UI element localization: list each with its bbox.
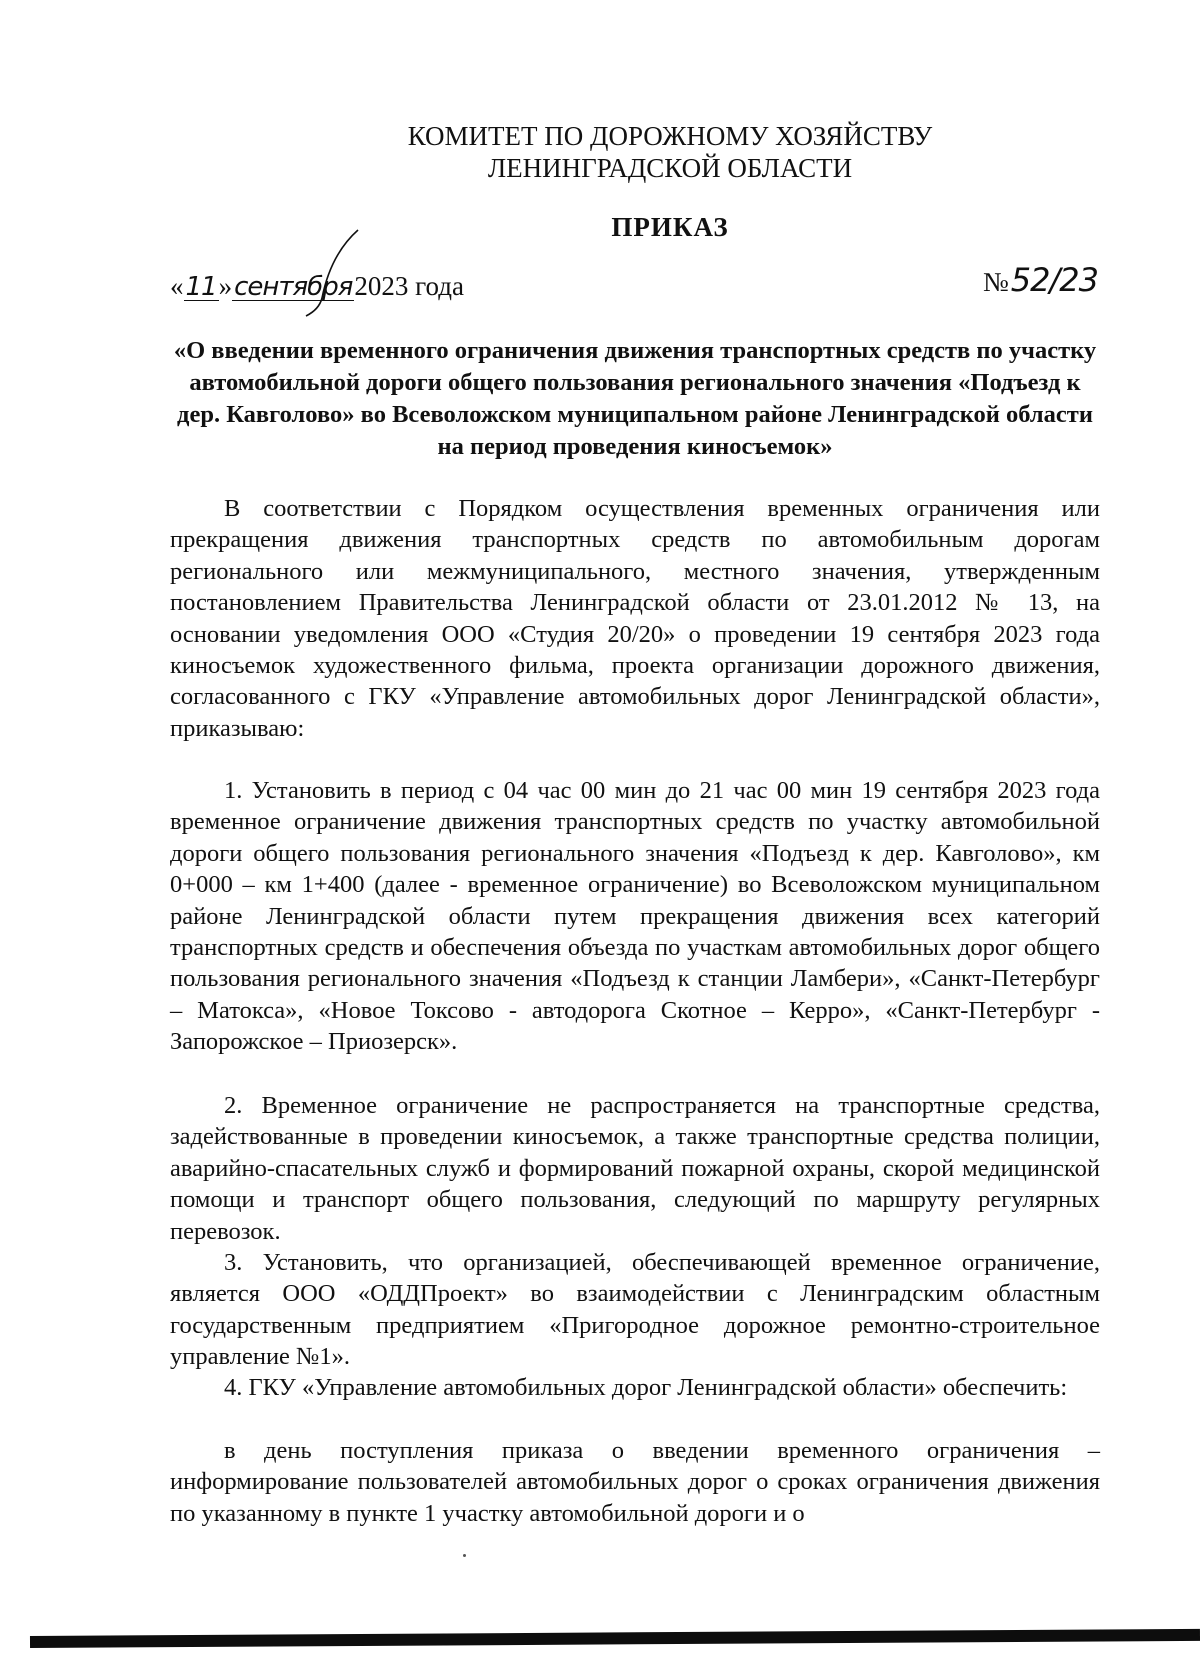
number-prefix: № bbox=[983, 267, 1009, 297]
date-month-handwritten: сентября bbox=[234, 272, 353, 302]
document-type-heading: ПРИКАЗ bbox=[611, 212, 729, 242]
scan-speck bbox=[463, 1554, 466, 1557]
date-suffix: 023 года bbox=[367, 271, 464, 301]
date-close-quote: » bbox=[218, 271, 233, 301]
organization-name-line2: ЛЕНИНГРАДСКОЙ ОБЛАСТИ bbox=[487, 153, 853, 183]
clause-4: 4. ГКУ «Управление автомобильных дорог Ленинградской области» обеспечить: bbox=[224, 1374, 1068, 1401]
order-date bbox=[170, 270, 464, 302]
preamble-paragraph: В соответствии с Порядком осуществления временных ограничения или прекращения движения транспортных средств по автомобильным дорогам регионального или межмуниципального, местного значения, утвержденным постановлением Правительства Ленинградской области от 23.01.2012 № 13, на основании уведомления ООО «Студия 20/20» о проведении 19 сентября 2023 года киносъемок художественного фильма, проекта организации дорожного движения, согласованного с ГКУ «Управление автомобильных дорог Ленинградской области», приказываю: bbox=[170, 495, 1100, 742]
order-number bbox=[983, 261, 1100, 299]
date-year-prefix: 2 bbox=[354, 271, 368, 301]
date-open-quote: « bbox=[170, 271, 184, 301]
clause-2: 2. Временное ограничение не распространяется на транспортные средства, задействованные в проведении киносъемок, а также транспортные средства полиции, аварийно-спасательных служб и формирований пожарной охраны, скорой медицинской помощи и транспорт общего пользования, следующий по маршруту регулярных перевозок. bbox=[170, 1092, 1100, 1245]
scan-edge-bar bbox=[30, 1629, 1200, 1648]
number-handwritten: 52/23 bbox=[1010, 261, 1098, 299]
clause-1: 1. Установить в период с 04 час 00 мин до 21 час 00 мин 19 сентября 2023 года временное ограничение движения транспортных средств по участку автомобильной дороги общего пользования регионального значения «Подъезд к дер. Кавголово», км 0+000 – км 1+400 (далее - временное ограничение) во Всеволожском муниципальном районе Ленинградской области путем прекращения движения всех категорий транспортных средств и обеспечения объезда по участкам автомобильных дорог общего пользования регионального значения «Подъезд к станции Ламбери», «Санкт-Петербург – Матокса», «Новое Токсово - автодорога Скотное – Керро», «Санкт-Петербург - Запорожское – Приозерск». bbox=[170, 777, 1100, 1056]
order-title: «О введении временного ограничения движения транспортных средств по участку автомобильной дороги общего пользования регионального значения «Подъезд к дер. Кавголово» во Всеволожском муниципальном районе Ленинградской области на период проведения киносъемок» bbox=[173, 337, 1097, 460]
clause-3: 3. Установить, что организацией, обеспечивающей временное ограничение, является ООО «ОДДПроект» во взаимодействии с Ленинградским областным государственным предприятием «Пригородное дорожное ремонтно-строительное управление №1». bbox=[170, 1249, 1100, 1371]
organization-name-line1: КОМИТЕТ ПО ДОРОЖНОМУ ХОЗЯЙСТВУ bbox=[407, 121, 933, 151]
clause-4-subitem: в день поступления приказа о введении временного ограничения – информирование пользователей автомобильных дорог о сроках ограничения движения по указанному в пункте 1 участку автомобильной дороги и о bbox=[170, 1437, 1100, 1527]
date-day-handwritten: 11 bbox=[185, 272, 217, 302]
